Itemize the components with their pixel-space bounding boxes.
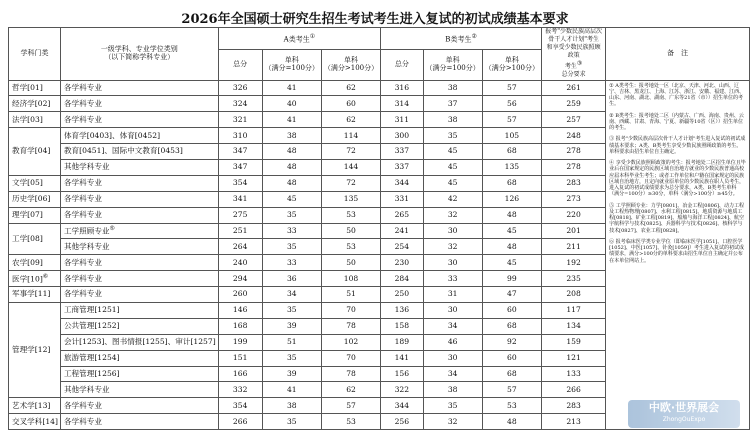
score-a-s100: 36 (262, 271, 321, 287)
score-a-total: 310 (218, 128, 262, 144)
score-b-s100: 45 (423, 160, 482, 176)
discipline-cell: 各学科专业 (60, 175, 218, 191)
score-b-sgt100: 68 (482, 144, 541, 160)
score-b-total: 136 (381, 303, 423, 319)
score-a-s100: 38 (262, 398, 321, 414)
score-minority: 273 (542, 191, 606, 207)
discipline-cell: 各学科专业 (60, 191, 218, 207)
score-a-total: 264 (218, 239, 262, 255)
category-cell: 教育学[04] (9, 128, 61, 176)
score-minority: 283 (542, 175, 606, 191)
category-cell: 工学[08] (9, 223, 61, 255)
score-a-sgt100: 51 (321, 287, 380, 303)
score-a-total: 354 (218, 398, 262, 414)
score-b-total: 256 (381, 414, 423, 430)
score-minority: 220 (542, 207, 606, 223)
score-a-sgt100: 114 (321, 128, 380, 144)
score-b-sgt100: 68 (482, 366, 541, 382)
score-a-s100: 39 (262, 318, 321, 334)
discipline-cell: 各学科专业 (60, 271, 218, 287)
score-b-sgt100: 48 (482, 207, 541, 223)
discipline-cell: 会计[1253]、图书情报[1255]、审计[1257] (60, 334, 218, 350)
footnote-marker: ② (471, 32, 477, 40)
score-b-s100: 45 (423, 175, 482, 191)
score-b-sgt100: 105 (482, 128, 541, 144)
category-cell: 历史学[06] (9, 191, 61, 207)
score-a-s100: 48 (262, 144, 321, 160)
discipline-cell: 各学科专业 (60, 414, 218, 430)
header-b-single-100: 单科 （满分=100分） (423, 50, 482, 80)
score-a-s100: 41 (262, 382, 321, 398)
category-cell: 理学[07] (9, 207, 61, 223)
score-b-sgt100: 56 (482, 96, 541, 112)
watermark-logo (628, 400, 740, 428)
score-minority: 134 (542, 318, 606, 334)
note-item: ② B类考生：报考地处二区（内蒙古、广西、海南、贵州、云南、西藏、甘肃、青海、宁夏、新疆等10省（区））招生单位的考生。 (609, 112, 744, 132)
note-item: ⑥ 报考临床医学类专业学位（即临床医学[1051]、口腔医学[1052]、中医[1057]、针灸[1059]）考生进入复试的初试成绩要求，满分>100分的单科要求由招生单位自主确定并公布在本单位网站上。 (609, 238, 745, 264)
header-minority: 报考"少数民族高层次 骨干人才计划"考生 和享受少数民族照顾政策 考生③ 总分要求 (542, 28, 606, 81)
score-b-s100: 34 (423, 318, 482, 334)
score-b-s100: 46 (423, 334, 482, 350)
score-requirements-table (8, 27, 750, 430)
score-a-sgt100: 60 (321, 96, 380, 112)
footnote-marker: ① (309, 32, 316, 40)
score-minority: 283 (542, 398, 606, 414)
score-a-sgt100: 57 (321, 398, 380, 414)
discipline-cell: 各学科专业 (60, 96, 218, 112)
note-item: ⑤ 工学照顾专业：力学[0801]、冶金工程[0806]、动力工程及工程热物理[0807]、水利工程[0815]、地质资源与地质工程[0818]、矿业工程[0819]、船舶与海洋工程[0824]、航空宇航科学与技术[0825]、兵器科学与技术[0826]、核科学与技术[0827]、农业工程[0828]。 (609, 202, 745, 234)
category-cell: 军事学[11] (9, 287, 61, 303)
header-category: 学科门类 (9, 28, 61, 81)
score-b-s100: 30 (423, 223, 482, 239)
header-notes: 备 注 (606, 28, 750, 81)
header-discipline-line1: 一级学科、专业学位类别 (100, 45, 178, 54)
category-cell: 交叉学科[14] (9, 414, 61, 430)
score-b-sgt100: 60 (482, 303, 541, 319)
score-a-total: 354 (218, 175, 262, 191)
score-b-total: 337 (381, 160, 423, 176)
score-b-s100: 34 (423, 366, 482, 382)
score-b-total: 284 (381, 271, 423, 287)
watermark-subtext: ZhongOuExpo (662, 416, 706, 423)
score-b-total: 344 (381, 175, 423, 191)
score-b-sgt100: 48 (482, 414, 541, 430)
table-body (9, 80, 750, 430)
score-b-s100: 38 (423, 112, 482, 128)
score-b-sgt100: 57 (482, 80, 541, 96)
score-minority: 211 (542, 239, 606, 255)
notes-cell (606, 80, 750, 430)
score-b-s100: 37 (423, 96, 482, 112)
score-a-total: 294 (218, 271, 262, 287)
score-b-s100: 38 (423, 80, 482, 96)
header-b-class: B类考生② (381, 28, 542, 50)
score-minority: 121 (542, 350, 606, 366)
score-b-sgt100: 45 (482, 223, 541, 239)
score-a-sgt100: 62 (321, 112, 380, 128)
score-b-s100: 35 (423, 128, 482, 144)
score-b-total: 300 (381, 128, 423, 144)
score-a-sgt100: 70 (321, 303, 380, 319)
score-minority: 208 (542, 287, 606, 303)
score-a-s100: 33 (262, 255, 321, 271)
score-b-sgt100: 135 (482, 160, 541, 176)
score-a-s100: 40 (262, 96, 321, 112)
category-cell: 经济学[02] (9, 96, 61, 112)
score-a-sgt100: 53 (321, 239, 380, 255)
score-a-s100: 33 (262, 223, 321, 239)
header-discipline (60, 28, 218, 81)
score-a-sgt100: 72 (321, 175, 380, 191)
score-b-total: 254 (381, 239, 423, 255)
score-a-sgt100: 144 (321, 160, 380, 176)
score-b-s100: 30 (423, 350, 482, 366)
score-a-total: 341 (218, 191, 262, 207)
score-b-total: 250 (381, 287, 423, 303)
score-b-s100: 33 (423, 271, 482, 287)
score-b-s100: 30 (423, 255, 482, 271)
discipline-cell: 体育学[0403]、体育[0452] (60, 128, 218, 144)
score-b-sgt100: 45 (482, 255, 541, 271)
score-a-sgt100: 53 (321, 414, 380, 430)
score-a-total: 347 (218, 144, 262, 160)
score-minority: 259 (542, 96, 606, 112)
score-a-s100: 48 (262, 175, 321, 191)
score-b-sgt100: 92 (482, 334, 541, 350)
score-b-total: 337 (381, 144, 423, 160)
score-b-s100: 45 (423, 144, 482, 160)
discipline-cell: 各学科专业 (60, 112, 218, 128)
score-b-total: 156 (381, 366, 423, 382)
score-a-total: 251 (218, 223, 262, 239)
score-a-total: 146 (218, 303, 262, 319)
score-a-s100: 39 (262, 366, 321, 382)
note-item: ① A类考生：报考地处一区（北京、天津、河北、山西、辽宁、吉林、黑龙江、上海、江苏、浙江、安徽、福建、江西、山东、河南、湖北、湖南、广东等21省（市））招生单位的考生。 (609, 82, 745, 108)
score-a-total: 324 (218, 96, 262, 112)
category-cell: 农学[09] (9, 255, 61, 271)
score-a-s100: 35 (262, 207, 321, 223)
score-b-total: 331 (381, 191, 423, 207)
discipline-cell: 教育[0451]、国际中文教育[0453] (60, 144, 218, 160)
score-a-s100: 35 (262, 239, 321, 255)
score-a-total: 166 (218, 366, 262, 382)
score-a-sgt100: 78 (321, 318, 380, 334)
category-cell: 文学[05] (9, 175, 61, 191)
score-b-s100: 30 (423, 303, 482, 319)
score-a-s100: 41 (262, 80, 321, 96)
discipline-cell: 旅游管理[1254] (60, 350, 218, 366)
score-a-sgt100: 62 (321, 382, 380, 398)
score-a-sgt100: 50 (321, 255, 380, 271)
score-minority: 278 (542, 160, 606, 176)
discipline-cell: 各学科专业 (60, 80, 218, 96)
score-a-s100: 48 (262, 160, 321, 176)
footnote-marker: ⑤ (109, 225, 115, 233)
score-minority: 257 (542, 112, 606, 128)
header-a-class: A类考生① (218, 28, 380, 50)
score-b-total: 344 (381, 398, 423, 414)
category-cell: 法学[03] (9, 112, 61, 128)
discipline-cell: 各学科专业 (60, 287, 218, 303)
score-b-s100: 42 (423, 191, 482, 207)
score-a-sgt100: 108 (321, 271, 380, 287)
score-b-total: 230 (381, 255, 423, 271)
score-b-total: 314 (381, 96, 423, 112)
score-b-sgt100: 68 (482, 318, 541, 334)
discipline-cell: 其他学科专业 (60, 160, 218, 176)
score-b-total: 322 (381, 382, 423, 398)
header-b-single-gt100: 单科 （满分>100分） (482, 50, 541, 80)
category-cell: 医学[10]⑥ (9, 271, 61, 287)
score-a-sgt100: 50 (321, 223, 380, 239)
score-b-sgt100: 68 (482, 175, 541, 191)
score-minority: 133 (542, 366, 606, 382)
score-b-sgt100: 99 (482, 271, 541, 287)
header-discipline-line2: （以下简称学科专业） (104, 52, 175, 61)
page-title: 2026年全国硕士研究生招生考试考生进入复试的初试成绩基本要求 (181, 12, 569, 27)
header-a-total: 总分 (218, 50, 262, 80)
score-b-sgt100: 57 (482, 382, 541, 398)
score-a-total: 151 (218, 350, 262, 366)
score-minority: 159 (542, 334, 606, 350)
score-minority: 266 (542, 382, 606, 398)
score-b-sgt100: 47 (482, 287, 541, 303)
score-minority: 261 (542, 80, 606, 96)
score-b-total: 241 (381, 223, 423, 239)
score-minority: 201 (542, 223, 606, 239)
score-b-sgt100: 48 (482, 239, 541, 255)
discipline-cell: 各学科专业 (60, 398, 218, 414)
score-b-s100: 35 (423, 398, 482, 414)
header-b-total: 总分 (381, 50, 423, 80)
score-b-s100: 32 (423, 207, 482, 223)
score-b-total: 265 (381, 207, 423, 223)
score-b-sgt100: 53 (482, 398, 541, 414)
footnote-marker: ⑥ (42, 272, 49, 280)
discipline-cell: 其他学科专业 (60, 239, 218, 255)
score-a-sgt100: 78 (321, 366, 380, 382)
discipline-cell: 工程管理[1256] (60, 366, 218, 382)
discipline-cell: 工商管理[1251] (60, 303, 218, 319)
score-minority: 213 (542, 414, 606, 430)
discipline-cell: 工学照顾专业⑤ (60, 223, 218, 239)
score-a-total: 240 (218, 255, 262, 271)
score-a-total: 275 (218, 207, 262, 223)
score-minority: 192 (542, 255, 606, 271)
score-a-sgt100: 53 (321, 207, 380, 223)
score-a-total: 266 (218, 414, 262, 430)
score-a-total: 199 (218, 334, 262, 350)
discipline-cell: 其他学科专业 (60, 382, 218, 398)
score-a-s100: 34 (262, 287, 321, 303)
score-a-s100: 38 (262, 128, 321, 144)
score-b-s100: 31 (423, 287, 482, 303)
score-b-total: 189 (381, 334, 423, 350)
score-b-total: 158 (381, 318, 423, 334)
score-b-s100: 38 (423, 382, 482, 398)
score-b-s100: 32 (423, 414, 482, 430)
score-b-sgt100: 60 (482, 350, 541, 366)
header-a-single-100: 单科 （满分=100分） (262, 50, 321, 80)
score-minority: 278 (542, 144, 606, 160)
score-minority: 248 (542, 128, 606, 144)
score-minority: 235 (542, 271, 606, 287)
score-a-total: 332 (218, 382, 262, 398)
score-a-total: 347 (218, 160, 262, 176)
note-item: ③ 报考"少数民族高层次骨干人才计划"考生进入复试的初试成绩基本要求；A类、B类考生享受少数民族照顾政策的考生。单科要求由招生单位自主确定。 (609, 136, 746, 155)
score-b-sgt100: 57 (482, 112, 541, 128)
score-a-s100: 35 (262, 414, 321, 430)
category-cell: 管理学[12] (9, 303, 61, 398)
category-cell: 哲学[01] (9, 80, 61, 96)
score-a-s100: 45 (262, 191, 321, 207)
score-a-sgt100: 135 (321, 191, 380, 207)
score-a-sgt100: 70 (321, 350, 380, 366)
header-a-single-gt100: 单科 （满分>100分） (321, 50, 380, 80)
score-a-s100: 41 (262, 112, 321, 128)
table-row (9, 80, 750, 96)
discipline-cell: 各学科专业 (60, 207, 218, 223)
score-b-s100: 32 (423, 239, 482, 255)
score-b-total: 311 (381, 112, 423, 128)
score-a-sgt100: 102 (321, 334, 380, 350)
score-b-total: 141 (381, 350, 423, 366)
score-a-total: 168 (218, 318, 262, 334)
score-a-s100: 35 (262, 350, 321, 366)
score-b-sgt100: 126 (482, 191, 541, 207)
category-cell: 艺术学[13] (9, 398, 61, 414)
score-a-total: 260 (218, 287, 262, 303)
score-a-s100: 51 (262, 334, 321, 350)
watermark-text: 中欧·世界展会 (648, 401, 720, 414)
discipline-cell: 公共管理[1252] (60, 318, 218, 334)
score-b-total: 316 (381, 80, 423, 96)
score-a-sgt100: 72 (321, 144, 380, 160)
score-a-s100: 35 (262, 303, 321, 319)
discipline-cell: 各学科专业 (60, 255, 218, 271)
score-a-total: 321 (218, 112, 262, 128)
score-a-total: 326 (218, 80, 262, 96)
score-minority: 117 (542, 303, 606, 319)
note-item: ④ 享受少数民族照顾政策的考生：报考地处二区招生单位且毕业后在国家规定的民族区域自治地方就业的少数民族普通高校应届本科毕业生考生；或者工作单位和户籍在国家规定的民族区域自治地方，且定向就业原单位的少数民族在职人员考生，进入复试的初试成绩要求为总分要求，A类、B类考生单科（满分=100分）≥30分，单科（满分>100分）≥45分。 (609, 160, 746, 198)
score-a-sgt100: 62 (321, 80, 380, 96)
